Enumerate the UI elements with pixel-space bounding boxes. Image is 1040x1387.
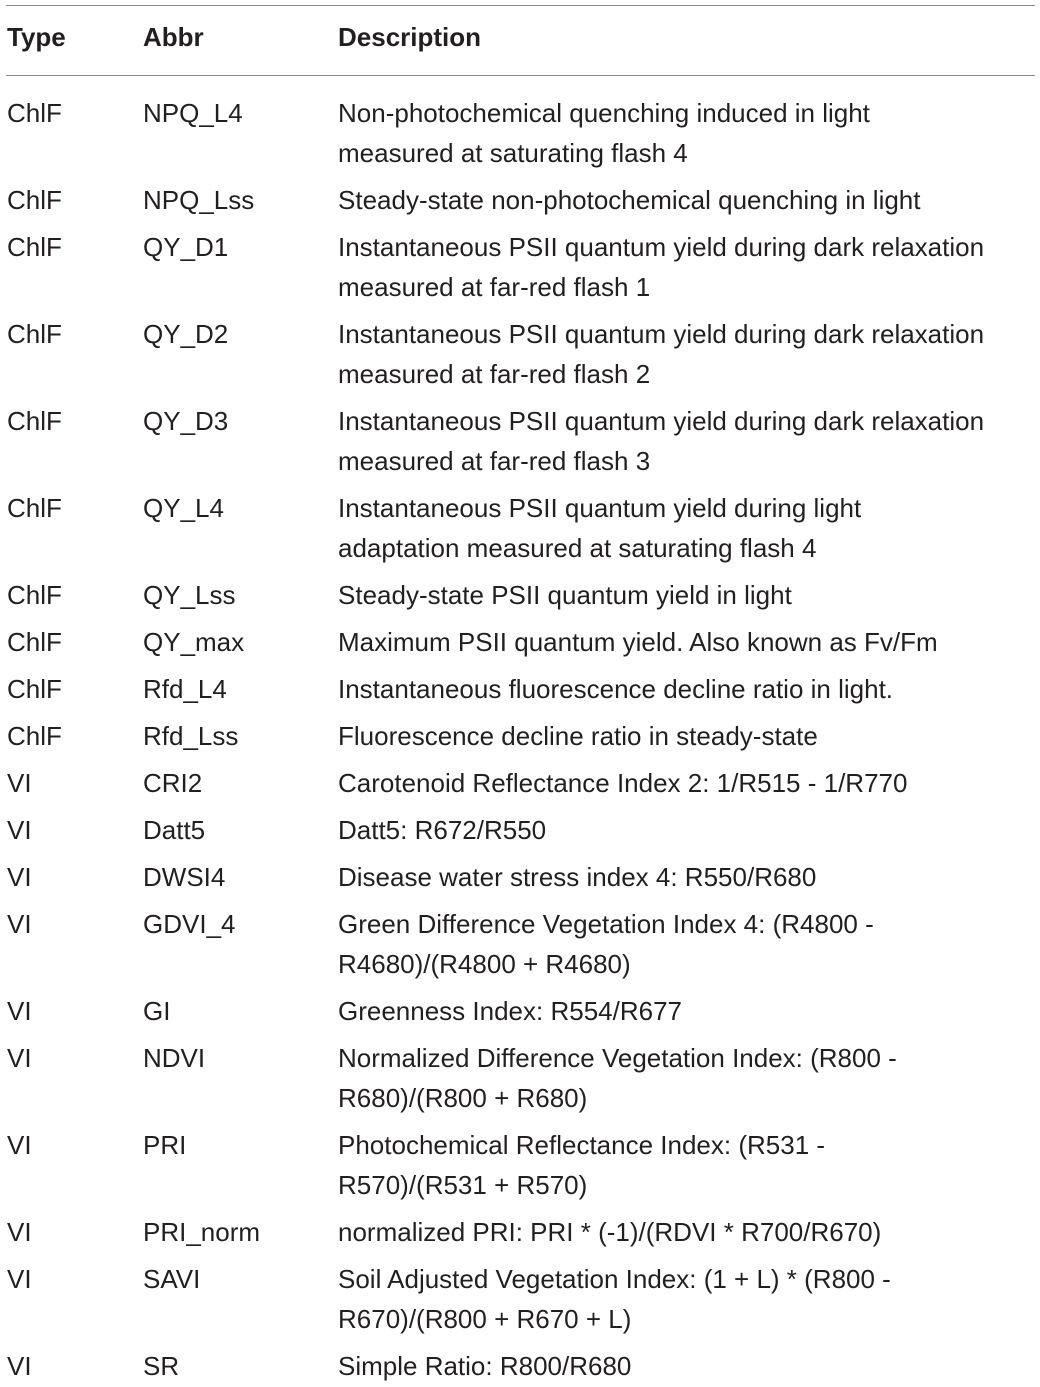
cell-abbr: GI <box>143 996 171 1026</box>
description-line: measured at far-red flash 1 <box>338 272 651 302</box>
header-abbr: Abbr <box>143 22 204 52</box>
cell-description <box>338 1259 1038 1339</box>
cell-description <box>338 622 1038 662</box>
cell-type: VI <box>7 1351 32 1381</box>
cell-abbr: CRI2 <box>143 768 203 798</box>
cell-type: ChlF <box>7 721 62 751</box>
cell-description <box>338 180 1038 220</box>
cell-description <box>338 93 1038 173</box>
cell-description <box>338 991 1038 1031</box>
description-line: measured at saturating flash 4 <box>338 138 688 168</box>
description-line: Carotenoid Reflectance Index 2: 1/R515 - 1/R770 <box>338 768 908 798</box>
description-line: R680)/(R800 + R680) <box>338 1083 588 1113</box>
description-line: R670)/(R800 + R670 + L) <box>338 1304 632 1334</box>
description-line: Instantaneous PSII quantum yield during dark relaxation <box>338 319 985 349</box>
cell-description <box>338 1346 1038 1386</box>
description-line: normalized PRI: PRI * (-1)/(RDVI * R700/R670) <box>338 1217 882 1247</box>
cell-abbr: Rfd_Lss <box>143 721 239 751</box>
cell-description <box>338 227 1038 307</box>
description-line: Fluorescence decline ratio in steady-state <box>338 721 818 751</box>
cell-description <box>338 716 1038 756</box>
cell-abbr: QY_L4 <box>143 493 224 523</box>
cell-abbr: QY_Lss <box>143 580 236 610</box>
cell-type: VI <box>7 768 32 798</box>
cell-type: VI <box>7 1264 32 1294</box>
cell-abbr: QY_D2 <box>143 319 229 349</box>
cell-type: VI <box>7 815 32 845</box>
table-header-row <box>0 22 1040 62</box>
description-line: measured at far-red flash 3 <box>338 446 651 476</box>
cell-type: VI <box>7 1043 32 1073</box>
cell-type: VI <box>7 996 32 1026</box>
cell-abbr: QY_D1 <box>143 232 229 262</box>
cell-description <box>338 575 1038 615</box>
description-line: Instantaneous PSII quantum yield during dark relaxation <box>338 232 985 262</box>
cell-type: VI <box>7 909 32 939</box>
cell-description <box>338 1038 1038 1118</box>
cell-type: ChlF <box>7 98 62 128</box>
cell-description <box>338 1212 1038 1252</box>
cell-abbr: NPQ_Lss <box>143 185 255 215</box>
cell-type: ChlF <box>7 674 62 704</box>
description-line: Greenness Index: R554/R677 <box>338 996 682 1026</box>
cell-type: VI <box>7 1217 32 1247</box>
cell-abbr: PRI <box>143 1130 187 1160</box>
description-line: Instantaneous PSII quantum yield during light <box>338 493 862 523</box>
cell-description <box>338 488 1038 568</box>
cell-abbr: QY_D3 <box>143 406 229 436</box>
cell-type: ChlF <box>7 232 62 262</box>
description-line: Disease water stress index 4: R550/R680 <box>338 862 817 892</box>
description-line: adaptation measured at saturating flash 4 <box>338 533 817 563</box>
cell-description <box>338 669 1038 709</box>
description-line: Maximum PSII quantum yield. Also known as Fv/Fm <box>338 627 938 657</box>
description-line: R570)/(R531 + R570) <box>338 1170 588 1200</box>
cell-description <box>338 810 1038 850</box>
table-header-rule <box>6 75 1035 76</box>
description-line: Steady-state PSII quantum yield in light <box>338 580 792 610</box>
cell-abbr: QY_max <box>143 627 245 657</box>
description-line: Instantaneous PSII quantum yield during dark relaxation <box>338 406 985 436</box>
cell-type: ChlF <box>7 185 62 215</box>
cell-description <box>338 401 1038 481</box>
description-line: Green Difference Vegetation Index 4: (R4800 - <box>338 909 874 939</box>
cell-abbr: GDVI_4 <box>143 909 236 939</box>
description-line: Non-photochemical quenching induced in light <box>338 98 870 128</box>
cell-abbr: NDVI <box>143 1043 206 1073</box>
cell-description <box>338 857 1038 897</box>
cell-abbr: NPQ_L4 <box>143 98 243 128</box>
cell-description <box>338 314 1038 394</box>
table-top-rule <box>6 5 1035 6</box>
cell-description <box>338 1125 1038 1205</box>
cell-abbr: Datt5 <box>143 815 206 845</box>
cell-type: VI <box>7 862 32 892</box>
cell-type: ChlF <box>7 319 62 349</box>
cell-type: ChlF <box>7 493 62 523</box>
header-type: Type <box>7 22 66 52</box>
description-line: Photochemical Reflectance Index: (R531 - <box>338 1130 826 1160</box>
cell-description <box>338 904 1038 984</box>
description-line: measured at far-red flash 2 <box>338 359 651 389</box>
cell-abbr: SAVI <box>143 1264 201 1294</box>
description-line: Soil Adjusted Vegetation Index: (1 + L) * (R800 - <box>338 1264 891 1294</box>
cell-type: ChlF <box>7 406 62 436</box>
description-line: Simple Ratio: R800/R680 <box>338 1351 632 1381</box>
description-line: Datt5: R672/R550 <box>338 815 547 845</box>
description-line: R4680)/(R4800 + R4680) <box>338 949 631 979</box>
description-line: Instantaneous fluorescence decline ratio in light. <box>338 674 894 704</box>
description-line: Normalized Difference Vegetation Index: (R800 - <box>338 1043 897 1073</box>
cell-abbr: Rfd_L4 <box>143 674 227 704</box>
header-description: Description <box>338 22 482 52</box>
cell-type: ChlF <box>7 627 62 657</box>
cell-abbr: SR <box>143 1351 180 1381</box>
description-line: Steady-state non-photochemical quenching in light <box>338 185 921 215</box>
cell-type: VI <box>7 1130 32 1160</box>
cell-abbr: DWSI4 <box>143 862 226 892</box>
cell-abbr: PRI_norm <box>143 1217 261 1247</box>
cell-type: ChlF <box>7 580 62 610</box>
cell-description <box>338 763 1038 803</box>
